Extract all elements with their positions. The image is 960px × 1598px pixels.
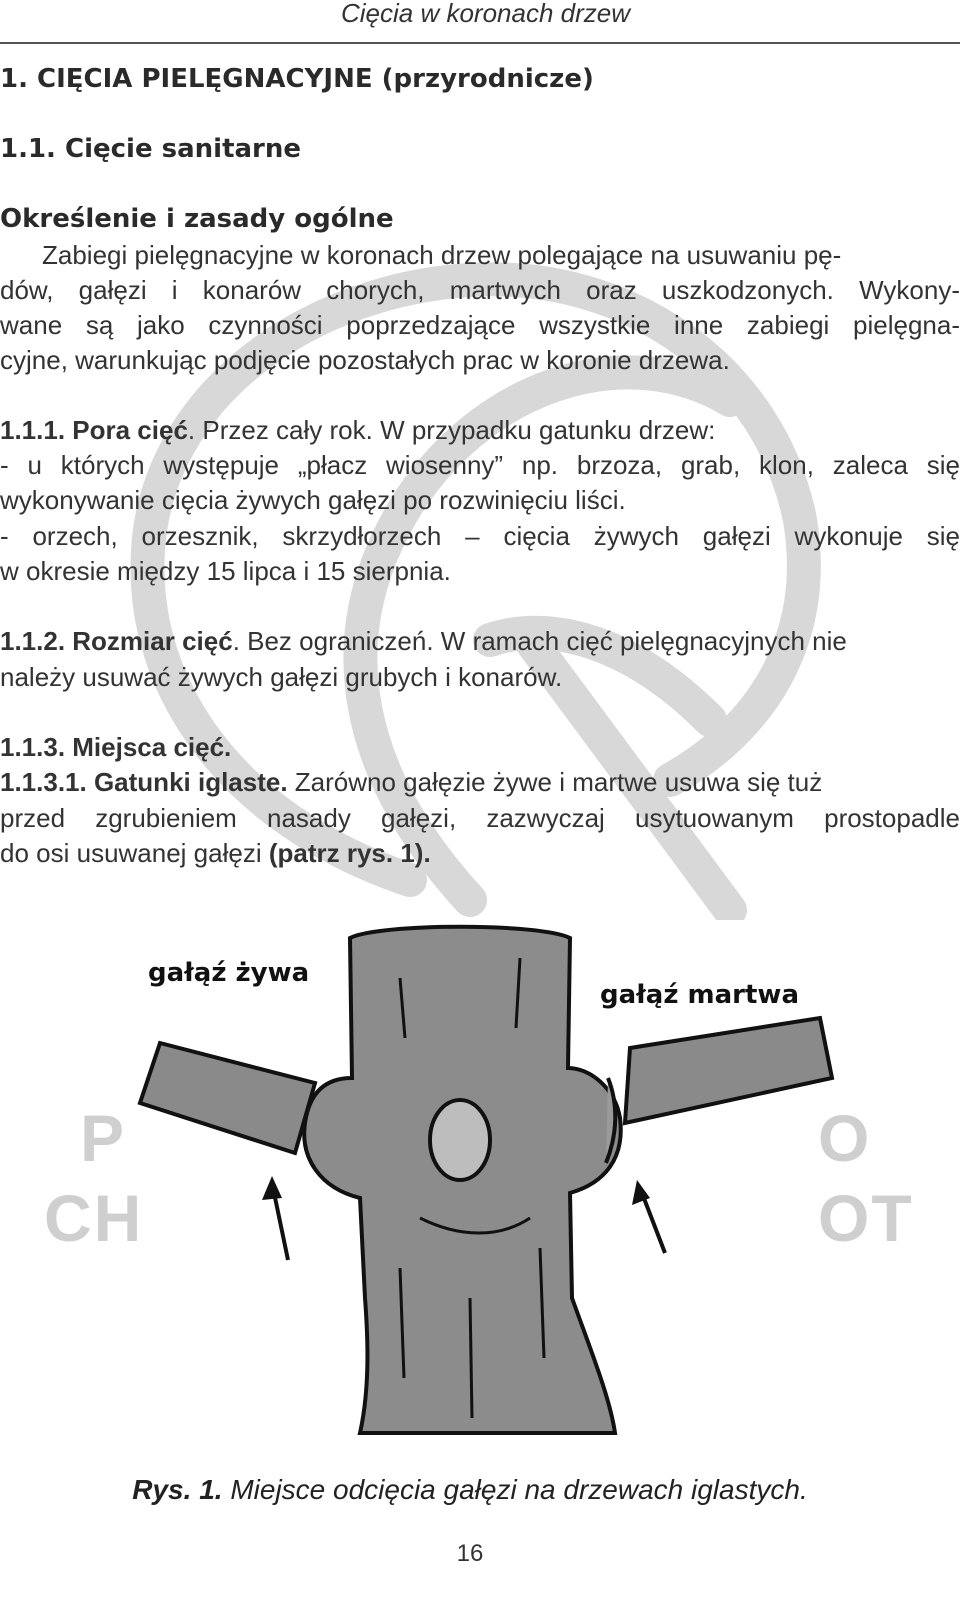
conifers-line-3: do osi usuwanej gałęzi (patrz rys. 1). <box>0 838 431 868</box>
conifers-line-2: przed zgrubieniem nasady gałęzi, zazwyczaj usytuowanym prostopadle <box>0 803 960 833</box>
page-header-title: Cięcia w koronach drzew <box>340 0 630 28</box>
label-live-branch: gałąź żywa <box>148 958 310 988</box>
timing-line-1 <box>0 413 715 447</box>
timing-text: . Przez cały rok. W przypadku gatunku drzew: <box>187 415 716 445</box>
label-dead-branch: gałąź martwa <box>600 980 799 1010</box>
timing-line-5: w okresie między 15 lipca i 15 sierpnia. <box>0 556 451 586</box>
watermark-text-left-top: P <box>80 1101 127 1175</box>
section-heading-1: 1. CIĘCIA PIELĘGNACYJNE (przyrodnicze) <box>0 64 594 94</box>
conifers-text: Zarówno gałęzie żywe i martwe usuwa się tuż <box>287 767 823 797</box>
figure-branch-cut <box>120 918 840 1438</box>
watermark-text-left-bottom: CH <box>44 1181 144 1255</box>
timing-line-2: - u których występuje „płacz wiosenny” np. brzoza, grab, klon, zaleca się <box>0 450 960 480</box>
general-line-2: dów, gałęzi i konarów chorych, martwych oraz uszkodzonych. Wykony- <box>0 275 960 305</box>
general-heading: Określenie i zasady ogólne <box>0 204 394 234</box>
figure-reference: (patrz rys. 1). <box>268 838 431 868</box>
section-heading-1-1: 1.1. Cięcie sanitarne <box>0 134 302 164</box>
size-line-1 <box>0 624 847 658</box>
timing-line-4: - orzech, orzesznik, skrzydłorzech – cięcia żywych gałęzi wykonuje się <box>0 521 960 551</box>
header-rule <box>0 42 960 44</box>
caption-label: Rys. 1. <box>132 1474 223 1505</box>
timing-label: 1.1.1. Pora cięć <box>0 415 188 445</box>
place-line <box>0 730 231 764</box>
place-label: 1.1.3. Miejsca cięć. <box>0 732 232 762</box>
figure-caption <box>0 1474 940 1506</box>
size-label: 1.1.2. Rozmiar cięć <box>0 626 233 656</box>
caption-text: Miejsce odcięcia gałęzi na drzewach iglastych. <box>222 1474 808 1505</box>
watermark-text-right-top: O <box>818 1101 872 1175</box>
timing-line-3: wykonywanie cięcia żywych gałęzi po rozwinięciu liści. <box>0 485 626 515</box>
general-line-1: Zabiegi pielęgnacyjne w koronach drzew polegające na usuwaniu pę- <box>42 240 842 270</box>
size-line-2: należy usuwać żywych gałęzi grubych i konarów. <box>0 662 563 692</box>
general-line-3: wane są jako czynności poprzedzające wszystkie inne zabiegi pielęgna- <box>0 310 960 340</box>
size-text: . Bez ograniczeń. W ramach cięć pielęgnacyjnych nie <box>232 626 847 656</box>
conifers-line-1 <box>0 765 822 799</box>
page-number: 16 <box>456 1540 484 1567</box>
watermark-text-right-bottom: OT <box>818 1181 914 1255</box>
general-line-4: cyjne, warunkując podjęcie pozostałych prac w koronie drzewa. <box>0 345 730 375</box>
conifers-label: 1.1.3.1. Gatunki iglaste. <box>0 767 288 797</box>
